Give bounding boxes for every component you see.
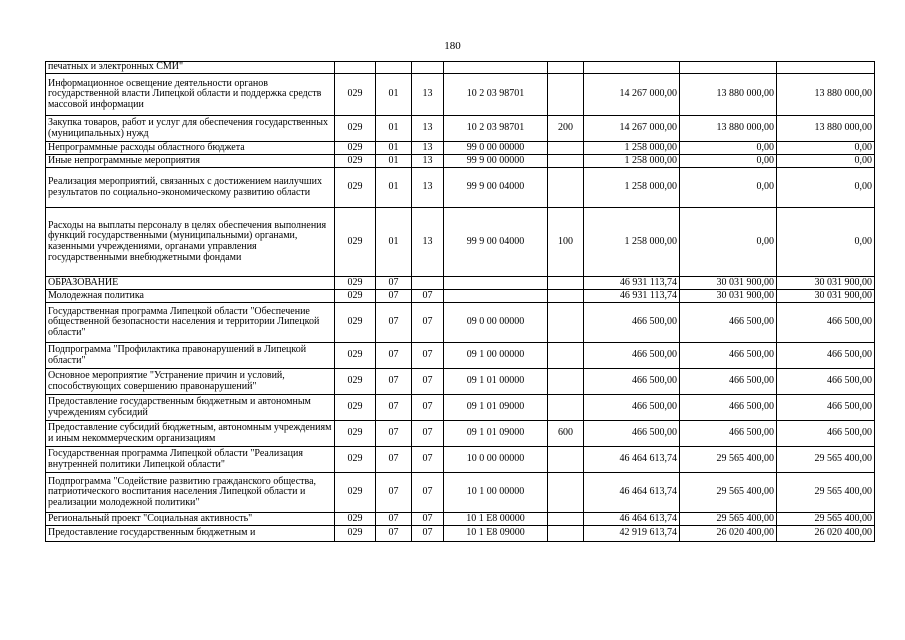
section-code-cell: 07: [376, 369, 412, 395]
amount-year3-cell: 466 500,00: [777, 303, 875, 343]
amount-year2-cell: 13 880 000,00: [680, 74, 777, 116]
amount-year3-cell: 13 880 000,00: [777, 116, 875, 142]
amount-year2-cell: 466 500,00: [680, 343, 777, 369]
subsection-code-cell: [412, 62, 444, 74]
amount-year2-cell: 26 020 400,00: [680, 526, 777, 542]
amount-year1-cell: 1 258 000,00: [584, 142, 680, 155]
target-item-cell: 10 0 00 00000: [444, 447, 548, 473]
expense-type-cell: [548, 369, 584, 395]
table-row: [46, 168, 875, 208]
admin-code-cell: 029: [335, 395, 376, 421]
amount-year3-cell: 0,00: [777, 155, 875, 168]
table-row: [46, 303, 875, 343]
admin-code-cell: 029: [335, 74, 376, 116]
target-item-cell: 09 0 00 00000: [444, 303, 548, 343]
admin-code-cell: 029: [335, 155, 376, 168]
subsection-code-cell: 13: [412, 168, 444, 208]
subsection-code-cell: 13: [412, 142, 444, 155]
table-row: [46, 277, 875, 290]
table-row: [46, 369, 875, 395]
row-name-cell: Закупка товаров, работ и услуг для обеспечения государственных (муниципальных) нужд: [46, 116, 335, 142]
expense-type-cell: 600: [548, 421, 584, 447]
admin-code-cell: 029: [335, 142, 376, 155]
target-item-cell: 10 1 00 00000: [444, 473, 548, 513]
table-row: [46, 343, 875, 369]
budget-table: [45, 61, 875, 542]
amount-year1-cell: 46 931 113,74: [584, 290, 680, 303]
amount-year1-cell: [584, 62, 680, 74]
expense-type-cell: 100: [548, 208, 584, 277]
expense-type-cell: [548, 155, 584, 168]
section-code-cell: [376, 62, 412, 74]
section-code-cell: 01: [376, 155, 412, 168]
amount-year1-cell: 46 464 613,74: [584, 447, 680, 473]
amount-year2-cell: 29 565 400,00: [680, 513, 777, 526]
target-item-cell: 99 9 00 00000: [444, 155, 548, 168]
amount-year1-cell: 46 464 613,74: [584, 473, 680, 513]
amount-year3-cell: 466 500,00: [777, 343, 875, 369]
row-name-cell: Государственная программа Липецкой области "Реализация внутренней политики Липецкой области": [46, 447, 335, 473]
section-code-cell: 01: [376, 74, 412, 116]
admin-code-cell: 029: [335, 277, 376, 290]
target-item-cell: 99 9 00 04000: [444, 168, 548, 208]
amount-year1-cell: 1 258 000,00: [584, 155, 680, 168]
subsection-code-cell: 07: [412, 303, 444, 343]
row-name-cell: ОБРАЗОВАНИЕ: [46, 277, 335, 290]
amount-year1-cell: 1 258 000,00: [584, 168, 680, 208]
expense-type-cell: [548, 62, 584, 74]
section-code-cell: 07: [376, 447, 412, 473]
subsection-code-cell: 07: [412, 290, 444, 303]
admin-code-cell: 029: [335, 290, 376, 303]
target-item-cell: 99 0 00 00000: [444, 142, 548, 155]
amount-year3-cell: 30 031 900,00: [777, 290, 875, 303]
admin-code-cell: [335, 62, 376, 74]
expense-type-cell: [548, 513, 584, 526]
amount-year1-cell: 42 919 613,74: [584, 526, 680, 542]
target-item-cell: 09 1 01 00000: [444, 369, 548, 395]
table-row: [46, 421, 875, 447]
amount-year3-cell: 0,00: [777, 168, 875, 208]
target-item-cell: 99 9 00 04000: [444, 208, 548, 277]
table-row: [46, 473, 875, 513]
row-name-cell: Иные непрограммные мероприятия: [46, 155, 335, 168]
amount-year3-cell: 13 880 000,00: [777, 74, 875, 116]
admin-code-cell: 029: [335, 513, 376, 526]
expense-type-cell: [548, 343, 584, 369]
amount-year2-cell: 466 500,00: [680, 395, 777, 421]
section-code-cell: 07: [376, 513, 412, 526]
amount-year3-cell: 466 500,00: [777, 369, 875, 395]
target-item-cell: [444, 277, 548, 290]
amount-year3-cell: 0,00: [777, 142, 875, 155]
amount-year1-cell: 46 464 613,74: [584, 513, 680, 526]
section-code-cell: 07: [376, 277, 412, 290]
target-item-cell: 09 1 00 00000: [444, 343, 548, 369]
admin-code-cell: 029: [335, 343, 376, 369]
section-code-cell: 07: [376, 473, 412, 513]
target-item-cell: 09 1 01 09000: [444, 395, 548, 421]
subsection-code-cell: 07: [412, 343, 444, 369]
subsection-code-cell: [412, 277, 444, 290]
amount-year3-cell: 0,00: [777, 208, 875, 277]
expense-type-cell: [548, 168, 584, 208]
admin-code-cell: 029: [335, 208, 376, 277]
expense-type-cell: [548, 303, 584, 343]
expense-type-cell: [548, 290, 584, 303]
table-row: [46, 62, 875, 74]
subsection-code-cell: 07: [412, 421, 444, 447]
row-name-cell: Расходы на выплаты персоналу в целях обеспечения выполнения функций государственными (муниципальными) органами, казенными учреждениями, органами управления государственными внебюджетными фондами: [46, 208, 335, 277]
subsection-code-cell: 07: [412, 369, 444, 395]
amount-year3-cell: 29 565 400,00: [777, 447, 875, 473]
admin-code-cell: 029: [335, 447, 376, 473]
amount-year1-cell: 466 500,00: [584, 343, 680, 369]
table-row: [46, 74, 875, 116]
amount-year3-cell: 466 500,00: [777, 421, 875, 447]
row-name-cell: Реализация мероприятий, связанных с достижением наилучших результатов по социально-экономическому развитию области: [46, 168, 335, 208]
section-code-cell: 01: [376, 142, 412, 155]
amount-year1-cell: 466 500,00: [584, 303, 680, 343]
amount-year2-cell: 0,00: [680, 168, 777, 208]
expense-type-cell: [548, 74, 584, 116]
target-item-cell: [444, 290, 548, 303]
admin-code-cell: 029: [335, 168, 376, 208]
subsection-code-cell: 13: [412, 74, 444, 116]
target-item-cell: 10 2 03 98701: [444, 74, 548, 116]
amount-year2-cell: 30 031 900,00: [680, 290, 777, 303]
subsection-code-cell: 13: [412, 155, 444, 168]
table-row: [46, 526, 875, 542]
amount-year2-cell: 466 500,00: [680, 303, 777, 343]
expense-type-cell: [548, 473, 584, 513]
admin-code-cell: 029: [335, 369, 376, 395]
section-code-cell: 07: [376, 526, 412, 542]
amount-year2-cell: [680, 62, 777, 74]
amount-year2-cell: 30 031 900,00: [680, 277, 777, 290]
amount-year2-cell: 29 565 400,00: [680, 447, 777, 473]
amount-year1-cell: 466 500,00: [584, 395, 680, 421]
amount-year3-cell: [777, 62, 875, 74]
amount-year2-cell: 29 565 400,00: [680, 473, 777, 513]
row-name-cell: Основное мероприятие "Устранение причин и условий, способствующих совершению правонарушений": [46, 369, 335, 395]
table-row: [46, 395, 875, 421]
amount-year2-cell: 0,00: [680, 208, 777, 277]
admin-code-cell: 029: [335, 116, 376, 142]
amount-year3-cell: 29 565 400,00: [777, 513, 875, 526]
row-name-cell: Предоставление субсидий бюджетным, автономным учреждениям и иным некоммерческим организациям: [46, 421, 335, 447]
amount-year1-cell: 466 500,00: [584, 369, 680, 395]
expense-type-cell: [548, 142, 584, 155]
row-name-cell: Молодежная политика: [46, 290, 335, 303]
amount-year1-cell: 46 931 113,74: [584, 277, 680, 290]
subsection-code-cell: 13: [412, 208, 444, 277]
admin-code-cell: 029: [335, 421, 376, 447]
section-code-cell: 07: [376, 395, 412, 421]
table-row: [46, 447, 875, 473]
section-code-cell: 07: [376, 421, 412, 447]
expense-type-cell: [548, 395, 584, 421]
amount-year3-cell: 29 565 400,00: [777, 473, 875, 513]
row-name-cell: Информационное освещение деятельности органов государственной власти Липецкой области и поддержка средств массовой информации: [46, 74, 335, 116]
row-name-cell: Государственная программа Липецкой области "Обеспечение общественной безопасности населения и территории Липецкой области": [46, 303, 335, 343]
admin-code-cell: 029: [335, 303, 376, 343]
expense-type-cell: 200: [548, 116, 584, 142]
subsection-code-cell: 07: [412, 526, 444, 542]
row-name-cell: Подпрограмма "Содействие развитию гражданского общества, патриотического воспитания населения Липецкой области и реализации молодежной политики": [46, 473, 335, 513]
subsection-code-cell: 07: [412, 447, 444, 473]
amount-year2-cell: 466 500,00: [680, 421, 777, 447]
amount-year3-cell: 26 020 400,00: [777, 526, 875, 542]
row-name-cell: печатных и электронных СМИ": [46, 62, 335, 74]
admin-code-cell: 029: [335, 526, 376, 542]
amount-year3-cell: 466 500,00: [777, 395, 875, 421]
expense-type-cell: [548, 447, 584, 473]
table-row: [46, 513, 875, 526]
amount-year2-cell: 0,00: [680, 155, 777, 168]
section-code-cell: 07: [376, 290, 412, 303]
expense-type-cell: [548, 526, 584, 542]
page-number: 180: [444, 40, 461, 52]
target-item-cell: [444, 62, 548, 74]
amount-year1-cell: 14 267 000,00: [584, 116, 680, 142]
subsection-code-cell: 13: [412, 116, 444, 142]
section-code-cell: 07: [376, 343, 412, 369]
table-row: [46, 142, 875, 155]
table-row: [46, 116, 875, 142]
admin-code-cell: 029: [335, 473, 376, 513]
expense-type-cell: [548, 277, 584, 290]
row-name-cell: Непрограммные расходы областного бюджета: [46, 142, 335, 155]
section-code-cell: 07: [376, 303, 412, 343]
table-row: [46, 155, 875, 168]
section-code-cell: 01: [376, 168, 412, 208]
target-item-cell: 10 1 E8 00000: [444, 513, 548, 526]
section-code-cell: 01: [376, 208, 412, 277]
budget-table-body: [46, 62, 875, 542]
subsection-code-cell: 07: [412, 395, 444, 421]
subsection-code-cell: 07: [412, 513, 444, 526]
subsection-code-cell: 07: [412, 473, 444, 513]
section-code-cell: 01: [376, 116, 412, 142]
row-name-cell: Региональный проект "Социальная активность": [46, 513, 335, 526]
target-item-cell: 10 1 E8 09000: [444, 526, 548, 542]
row-name-cell: Подпрограмма "Профилактика правонарушений в Липецкой области": [46, 343, 335, 369]
target-item-cell: 09 1 01 09000: [444, 421, 548, 447]
amount-year1-cell: 466 500,00: [584, 421, 680, 447]
table-row: [46, 290, 875, 303]
amount-year1-cell: 14 267 000,00: [584, 74, 680, 116]
row-name-cell: Предоставление государственным бюджетным и: [46, 526, 335, 542]
amount-year2-cell: 466 500,00: [680, 369, 777, 395]
table-row: [46, 208, 875, 277]
target-item-cell: 10 2 03 98701: [444, 116, 548, 142]
amount-year1-cell: 1 258 000,00: [584, 208, 680, 277]
amount-year3-cell: 30 031 900,00: [777, 277, 875, 290]
amount-year2-cell: 0,00: [680, 142, 777, 155]
row-name-cell: Предоставление государственным бюджетным и автономным учреждениям субсидий: [46, 395, 335, 421]
amount-year2-cell: 13 880 000,00: [680, 116, 777, 142]
